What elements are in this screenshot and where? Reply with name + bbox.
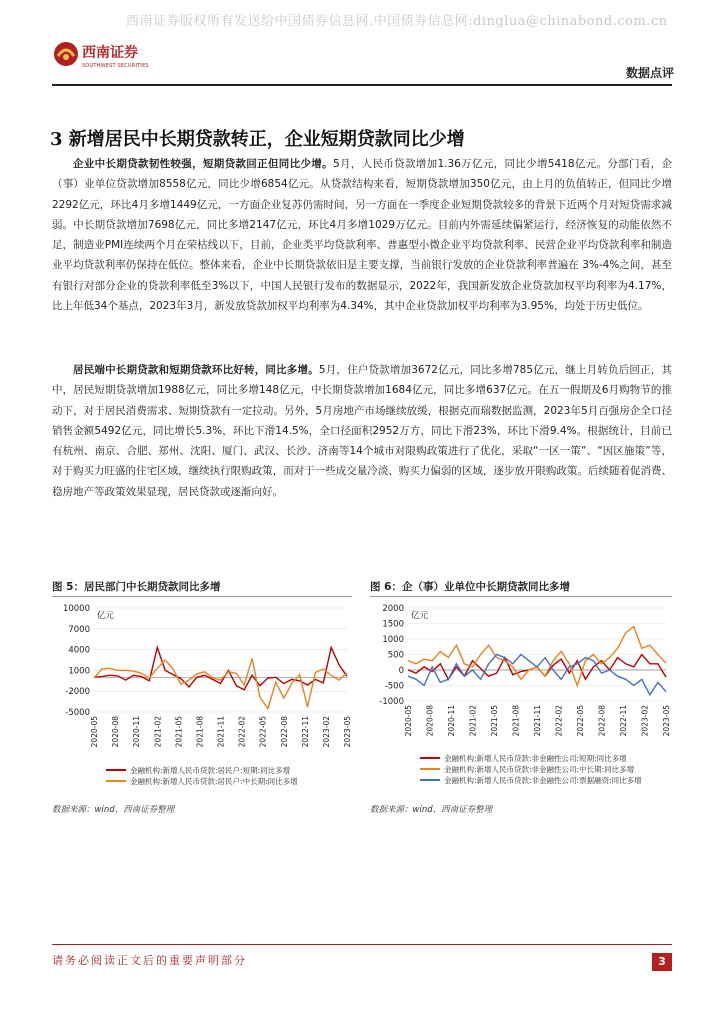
- legend-label: 金融机构:新增人民币贷款:非金融性公司:票据融资:同比多增: [444, 776, 642, 785]
- y-tick-label: -2000: [65, 687, 90, 698]
- y-tick-label: 500: [387, 650, 404, 661]
- legend-label: 金融机构:新增人民币贷款:非金融性公司:短期:同比多增: [444, 754, 627, 763]
- y-tick-label: -5000: [65, 708, 90, 718]
- x-tick-label: 2020-05: [90, 716, 99, 748]
- y-tick-label: -1000: [379, 697, 404, 707]
- paragraph-household-loans: [52, 360, 672, 502]
- x-tick-label: 2022-08: [597, 705, 607, 737]
- figure-6-divider: [370, 596, 672, 597]
- x-tick-label: 2023-05: [343, 716, 352, 748]
- logo-emblem-icon: [52, 40, 80, 68]
- legend-label: 金融机构:新增人民币贷款:居民户:中长期:同比多增: [130, 777, 298, 786]
- page-number: 3: [652, 953, 672, 971]
- figure-5-source: 数据来源：wind、西南证券整理: [52, 805, 175, 815]
- legend-label: 金融机构:新增人民币贷款:非金融性公司:中长期:同比多增: [444, 765, 635, 774]
- figure-6-title: 图 6：企（事）业单位中长期贷款同比多增: [370, 581, 570, 593]
- logo-subtitle: SOUTHWEST SECURITIES: [82, 63, 149, 69]
- y-tick-label: 1500: [382, 619, 404, 630]
- y-tick-label: 10000: [62, 604, 90, 614]
- figure-5-divider: [52, 596, 352, 597]
- x-tick-label: 2022-02: [237, 716, 247, 748]
- x-tick-label: 2022-02: [554, 705, 564, 737]
- x-tick-label: 2022-05: [576, 705, 585, 737]
- figure-6-chart: [370, 598, 672, 798]
- figure-6-source: 数据来源：wind、西南证券整理: [370, 805, 493, 815]
- y-tick-label: 1000: [382, 635, 404, 645]
- x-tick-label: 2022-05: [258, 716, 268, 748]
- paragraph-corporate-loans: [52, 154, 672, 316]
- y-tick-label: -500: [384, 681, 404, 692]
- series-line-3: [408, 655, 666, 695]
- paragraph-lead: 企业中长期贷款韧性较强，短期贷款回正但同比少增。: [73, 158, 333, 170]
- y-tick-label: 7000: [68, 624, 90, 635]
- paragraph-body: 5月，人民币贷款增加1.36万亿元，同比少增5418亿元。分部门看，企（事）业单位贷款增加8558亿元，同比少增6854亿元。从贷款结构来看，短期贷款增加350亿元，由上月的负值转正，但同比少增2292亿元，环比4月多增1449亿元，一方面企业复苏仍需时间，另一方面在一季度企业短期贷款较多的背景下近两个月对短贷需求减弱。中长期贷款增加7698亿元，同比多增2147亿元，环比4月多增1029万亿元。目前内外需延续偏紧运行，经济恢复的动能依然不足，制造业PMI连续两个月在荣枯线以下，目前，企业类平均贷款利率、普惠型小微企业平均贷款利率、民营企业平均贷款利率和制造业平均贷款利率仍保持在低位。整体来看，企业中长期贷款依旧是主要支撑，当前银行发放的企业贷款利率普遍在 3%-4%之间，甚至有银行对部分企业的贷款利率低至3%以下，中国人民银行发布的数据显示，2022年，我国新发放企业贷款加权平均利率为4.17%，比上年低34个基点，2023年3月，新发放贷款加权平均利率为4.34%，其中企业贷款加权平均利率为3.95%，均处于历史低位。: [52, 158, 673, 313]
- x-tick-label: 2021-02: [468, 705, 478, 737]
- logo-name: 西南证券: [82, 45, 138, 61]
- x-tick-label: 2022-08: [279, 716, 289, 748]
- series-line-1: [94, 648, 347, 690]
- x-tick-label: 2020-05: [404, 705, 413, 737]
- y-tick-label: 2000: [382, 604, 404, 614]
- x-tick-label: 2020-11: [132, 716, 142, 748]
- x-tick-label: 2023-05: [662, 705, 671, 737]
- x-tick-label: 2021-08: [511, 705, 521, 737]
- x-tick-label: 2021-02: [153, 716, 163, 748]
- x-tick-label: 2021-11: [533, 705, 542, 737]
- x-tick-label: 2021-08: [195, 716, 205, 748]
- legend-label: 金融机构:新增人民币贷款:居民户:短期:同比多增: [130, 766, 291, 775]
- x-tick-label: 2023-02: [640, 705, 650, 737]
- report-type-label: 数据点评: [625, 66, 674, 80]
- x-tick-label: 2021-05: [174, 716, 184, 748]
- watermark: 西南证券版权所有发送给中国债券信息网.中国债券信息网:dinglua@chinabond.com.cn: [126, 14, 668, 29]
- x-tick-label: 2021-11: [216, 716, 226, 748]
- unit-label: 亿元: [411, 611, 429, 621]
- footer-disclaimer: 请务必阅读正文后的重要声明部分: [52, 954, 247, 967]
- x-tick-label: 2020-11: [447, 705, 456, 737]
- header-divider: [52, 84, 672, 86]
- figure-5-chart: [52, 598, 352, 798]
- footer-divider: [52, 944, 672, 945]
- paragraph-body: 5月，住户贷款增加3672亿元，同比多增785亿元，继上月转负后回正，其中，居民短期贷款增加1988亿元，同比多增148亿元，中长期贷款增加1684亿元，同比多增637亿元。在五一假期及6月购物节的推动下，对于居民消费需求、短期贷款有一定拉动。另外，5月房地产市场继续放缓，根据克而瑞数据监测，2023年5月百强房企全口径销售金额5492亿元，同比增长5.3%，环比下滑14.5%，全口径面积2952万方，同比下滑23%，环比下滑9.4%。根据统计，目前已有杭州、南京、合肥、郑州、沈阳、厦门、武汉、长沙、济南等14个城市对限购政策进行了优化，采取“一区一策”、“因区施策”等，对于购买力旺盛的住宅区域，继续执行限购政策，而对于一些成交量冷淡、购买力偏弱的区域，逐步放开限购政策。后续随着促消费、稳房地产等政策效果显现，居民贷款或逐渐向好。: [52, 364, 672, 498]
- x-tick-label: 2020-08: [111, 716, 121, 748]
- y-tick-label: 1000: [68, 666, 90, 677]
- unit-label: 亿元: [97, 611, 115, 621]
- x-tick-label: 2023-02: [321, 716, 331, 748]
- x-tick-label: 2021-05: [490, 705, 499, 737]
- company-logo: [52, 38, 162, 78]
- y-tick-label: 0: [398, 666, 404, 676]
- section-title: 3 新增居民中长期贷款转正，企业短期贷款同比少增: [50, 129, 465, 150]
- paragraph-lead: 居民端中长期贷款和短期贷款环比好转，同比多增。: [73, 364, 319, 376]
- figure-5-title: 图 5：居民部门中长期贷款同比多增: [52, 581, 221, 593]
- x-tick-label: 2020-08: [425, 705, 435, 737]
- y-tick-label: 4000: [68, 645, 90, 656]
- x-tick-label: 2022-11: [619, 705, 628, 737]
- x-tick-label: 2022-11: [300, 716, 310, 748]
